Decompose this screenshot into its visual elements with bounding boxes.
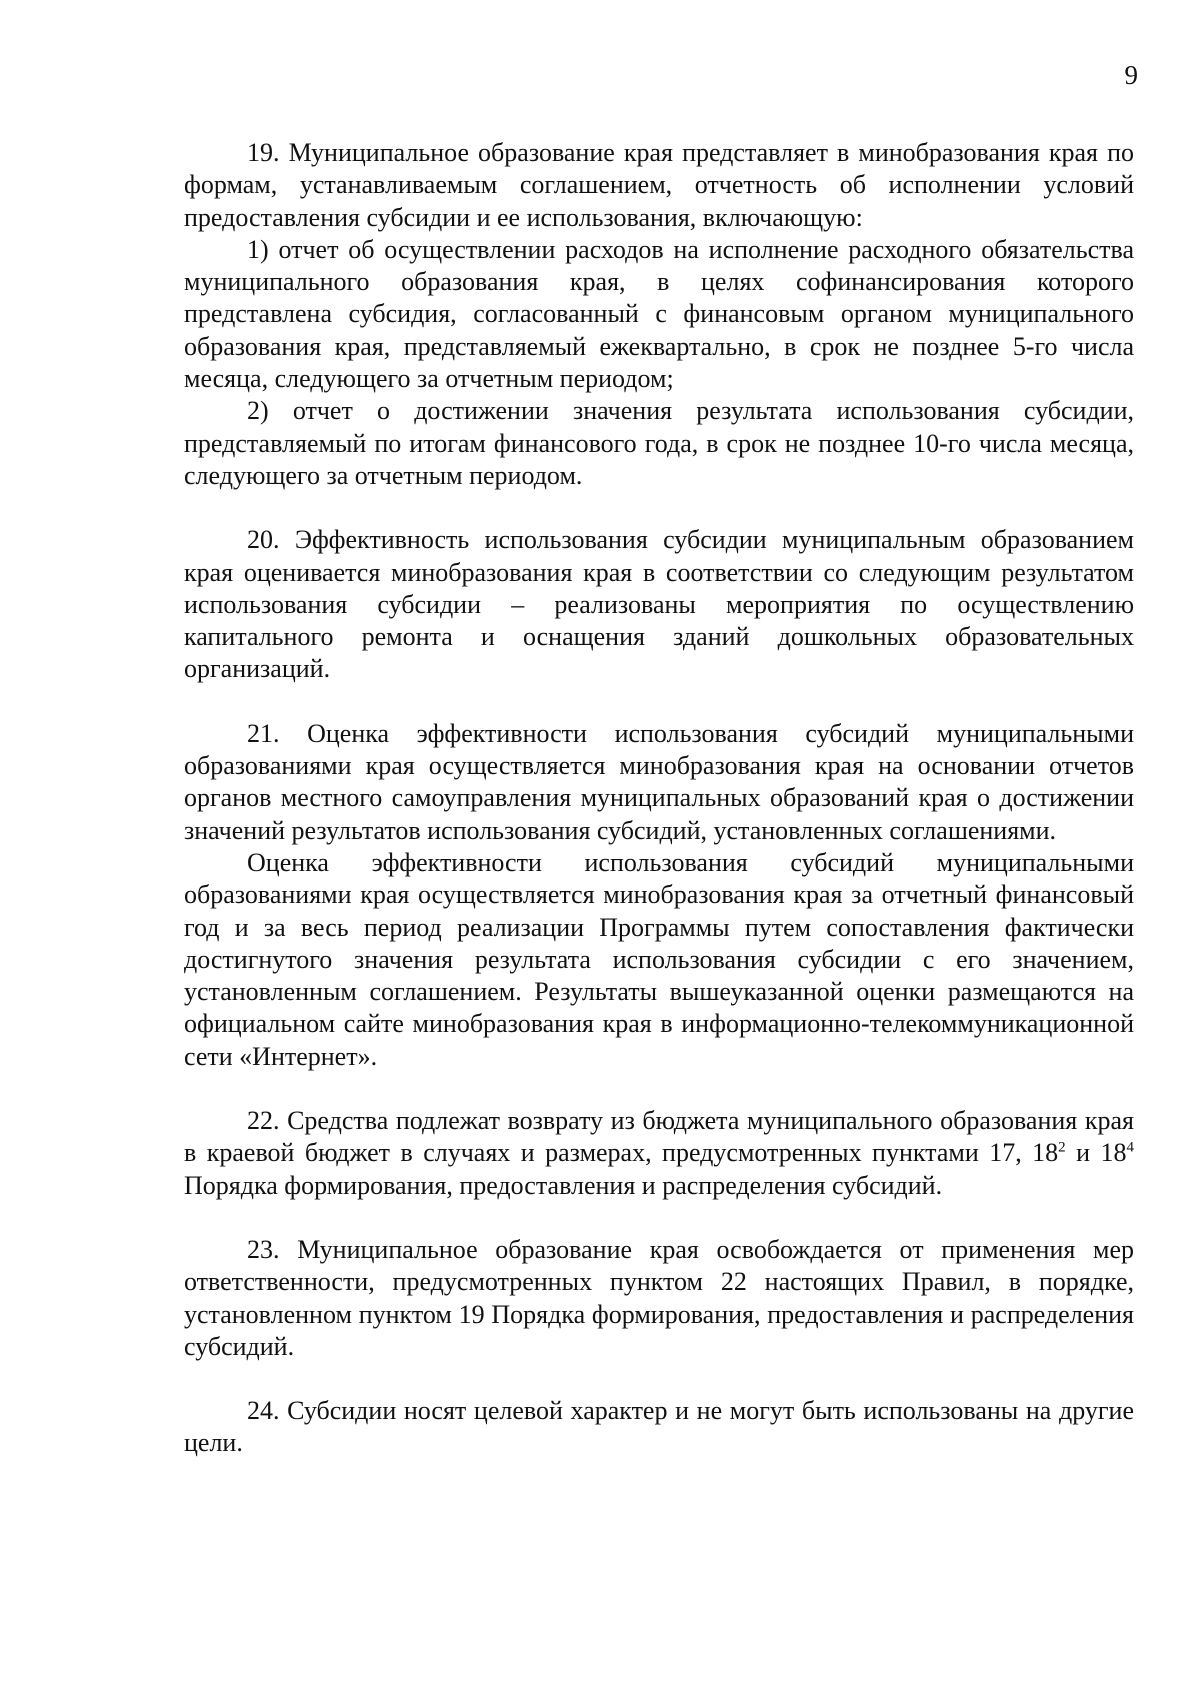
paragraph-22: [184, 1105, 1134, 1202]
paragraph-22-text-3: Порядка формирования, предоставления и распределения субсидий.: [184, 1170, 943, 1200]
paragraph-22-text-2: и 18: [1065, 1138, 1127, 1168]
superscript-4: 4: [1126, 1139, 1134, 1156]
page-number: 9: [1124, 60, 1138, 90]
paragraph-24: 24. Субсидии носят целевой характер и не могут быть использованы на другие цели.: [184, 1396, 1134, 1458]
paragraph-22-text-1: 22. Средства подлежат возврату из бюджета муниципального образования края в краевой бюджет в случаях и размерах, предусмотренных пунктами 17, 18: [184, 1106, 1134, 1168]
paragraph-20: 20. Эффективность использования субсидии муниципальным образованием края оценивается минобразования края в соответствии со следующим результатом использования субсидии – реализованы мероприятия по осуществлению капитального ремонта и оснащения зданий дошкольных образовательных организаций.: [184, 525, 1134, 684]
document-body: [184, 137, 1134, 1460]
paragraph-19-item-2: 2) отчет о достижении значения результата использования субсидии, представляемый по итогам финансового года, в срок не позднее 10-го числа месяца, следующего за отчетным периодом.: [184, 396, 1134, 490]
superscript-2: 2: [1058, 1139, 1066, 1156]
paragraph-19: 19. Муниципальное образование края представляет в минобразования края по формам, устанавливаемым соглашением, отчетность об исполнении условий предоставления субсидии и ее использования, включающую:: [184, 138, 1134, 232]
paragraph-19-item-1: 1) отчет об осуществлении расходов на исполнение расходного обязательства муниципального образования края, в целях софинансирования которого представлена субсидия, согласованный с финансовым органом муниципального образования края, представляемый ежеквартально, в срок не позднее 5-го числа месяца, следующего за отчетным периодом;: [184, 234, 1134, 394]
paragraph-21-continuation: Оценка эффективности использования субсидий муниципальными образованиями края осуществляется минобразования края за отчетный финансовый год и за весь период реализации Программы путем сопоставления фактически достигнутого значения результата использования субсидии с его значением, установленным соглашением. Результаты вышеуказанной оценки размещаются на официальном сайте минобразования края в информационно-телекоммуникационной сети «Интернет».: [184, 847, 1134, 1071]
paragraph-21: 21. Оценка эффективности использования субсидий муниципальными образованиями края осуществляется минобразования края на основании отчетов органов местного самоуправления муниципальных образований края о достижении значений результатов использования субсидий, установленных соглашениями.: [184, 718, 1134, 845]
paragraph-23: 23. Муниципальное образование края освобождается от применения мер ответственности, предусмотренных пунктом 22 настоящих Правил, в порядке, установленном пунктом 19 Порядка формирования, предоставления и распределения субсидий.: [184, 1234, 1134, 1361]
